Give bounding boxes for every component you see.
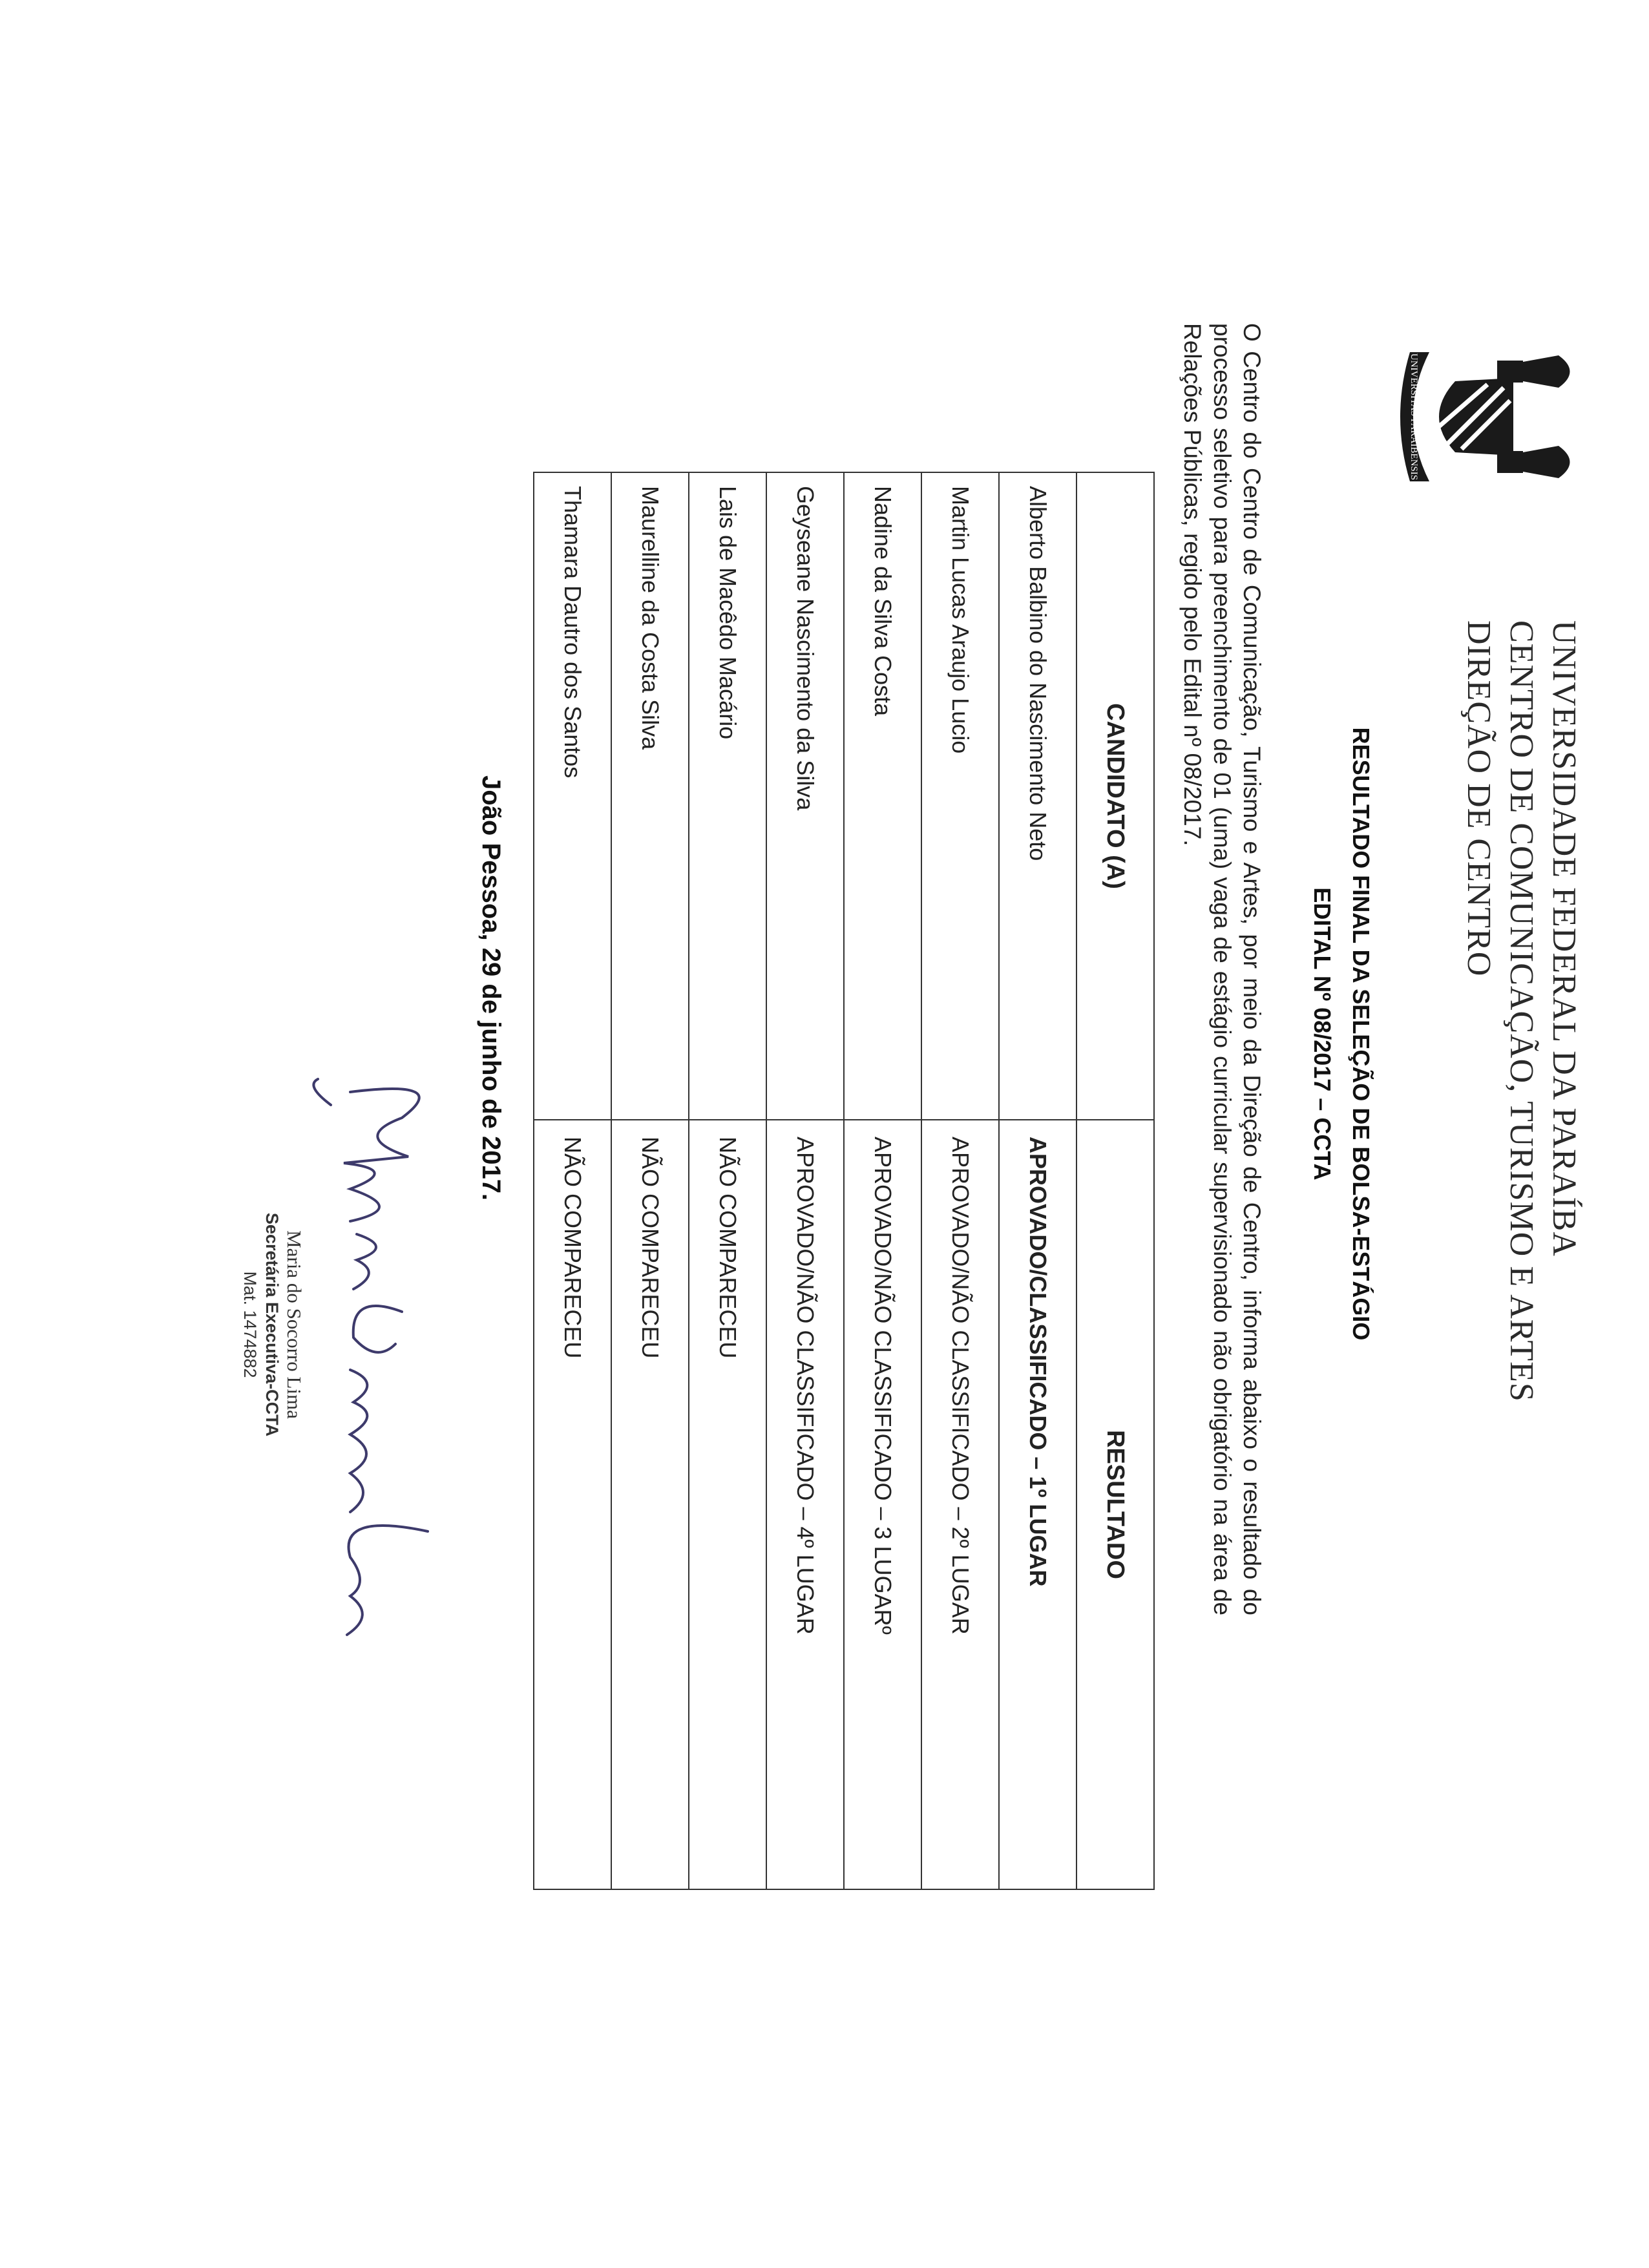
signer-registration: Mat. 1474882 (240, 1271, 260, 1378)
table-row (611, 472, 689, 1889)
department-name: DIREÇÃO DE CENTRO (1460, 620, 1497, 977)
candidate-cell: Lais de Macêdo Macário (689, 472, 766, 1120)
table-row (844, 472, 921, 1889)
result-cell: NÃO COMPARECEU (534, 1120, 611, 1889)
ufpb-crest-icon (1391, 342, 1584, 491)
results-table (533, 472, 1155, 1890)
center-name: CENTRO DE COMUNICAÇÃO, TURISMO E ARTES (1503, 620, 1540, 1402)
table-header-row (1077, 472, 1154, 1889)
candidate-cell: Geyseane Nascimento da Silva (766, 472, 844, 1120)
handwritten-signature (286, 1066, 479, 1648)
candidate-cell: Martin Lucas Araujo Lucio (921, 472, 999, 1120)
svg-text:UNIVERSITAS PARAIBENSIS: UNIVERSITAS PARAIBENSIS (1409, 353, 1419, 481)
candidate-cell: Nadine da Silva Costa (844, 472, 921, 1120)
place-and-date: João Pessoa, 29 de junho de 2017. (477, 775, 505, 1201)
column-header-result: RESULTADO (1077, 1120, 1154, 1889)
result-cell: APROVADO/CLASSIFICADO – 1º LUGAR (999, 1120, 1077, 1889)
candidate-cell: Thamara Dautro dos Santos (534, 472, 611, 1120)
column-header-candidate: CANDIDATO (A) (1077, 472, 1154, 1120)
institution-name: UNIVERSIDADE FEDERAL DA PARAÍBA (1546, 620, 1582, 1257)
table-row (921, 472, 999, 1889)
table-row (999, 472, 1077, 1889)
intro-paragraph: O Centro do Centro de Comunicação, Turismo e Artes, por meio da Direção de Centro, informa abaixo o resultado do processo seletivo para preenchimento de 01 (uma) vaga de estágio curricular supervisionado não obrigatório na área de Relações Públicas, regido pelo Edital nº 08/2017. (1179, 323, 1265, 1615)
candidate-cell: Alberto Balbino do Nascimento Neto (999, 472, 1077, 1120)
candidate-cell: Maurelline da Costa Silva (611, 472, 689, 1120)
table-row (689, 472, 766, 1889)
document-subtitle: EDITAL Nº 08/2017 – CCTA (1309, 887, 1336, 1181)
result-cell: NÃO COMPARECEU (689, 1120, 766, 1889)
result-cell: APROVADO/NÃO CLASSIFICADO – 3 LUGARº (844, 1120, 921, 1889)
signer-role: Secretária Executiva-CCTA (262, 1212, 282, 1437)
result-cell: NÃO COMPARECEU (611, 1120, 689, 1889)
table-row (766, 472, 844, 1889)
signer-name: Maria do Socorro Lima (283, 1230, 306, 1419)
result-cell: APROVADO/NÃO CLASSIFICADO – 4º LUGAR (766, 1120, 844, 1889)
signature-block (239, 1208, 305, 1441)
table-row (534, 472, 611, 1889)
result-cell: APROVADO/NÃO CLASSIFICADO – 2º LUGAR (921, 1120, 999, 1889)
document-title: RESULTADO FINAL DA SELEÇÃO DE BOLSA-ESTÁGIO (1348, 727, 1374, 1341)
